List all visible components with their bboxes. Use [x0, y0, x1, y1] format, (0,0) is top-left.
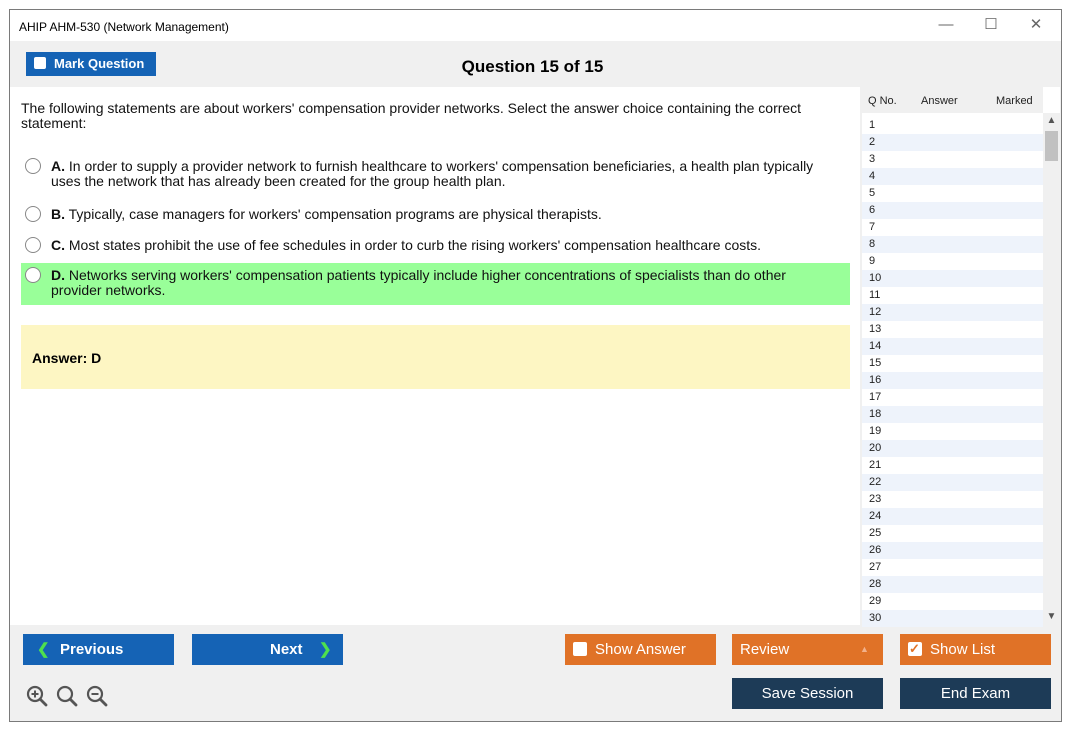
previous-button[interactable]: [23, 634, 174, 665]
close-icon[interactable]: ✕: [1029, 16, 1043, 33]
list-item[interactable]: [862, 304, 1043, 321]
show-answer-label: Show Answer: [595, 641, 686, 658]
list-item-number: 4: [869, 170, 876, 182]
list-item[interactable]: [862, 321, 1043, 338]
list-item[interactable]: [862, 508, 1043, 525]
maximize-icon[interactable]: ☐: [984, 16, 998, 33]
list-item[interactable]: [862, 270, 1043, 287]
chevron-left-icon: ❮: [37, 641, 50, 658]
review-label: Review: [740, 641, 790, 658]
list-item[interactable]: [862, 406, 1043, 423]
option-b-letter: B.: [51, 206, 65, 222]
list-item-number: 27: [869, 561, 882, 573]
option-d-letter: D.: [51, 267, 65, 283]
list-item-number: 30: [869, 612, 882, 624]
option-d-radio[interactable]: [25, 267, 41, 283]
list-item-number: 25: [869, 527, 882, 539]
list-item-number: 22: [869, 476, 882, 488]
show-list-checkbox-icon: [908, 642, 922, 656]
list-item-number: 6: [869, 204, 876, 216]
list-item-number: 7: [869, 221, 876, 233]
list-item-number: 13: [869, 323, 882, 335]
list-item[interactable]: [862, 338, 1043, 355]
list-item-number: 23: [869, 493, 882, 505]
header-answer: Answer: [921, 95, 958, 107]
list-item[interactable]: [862, 440, 1043, 457]
previous-label: Previous: [60, 641, 124, 658]
list-item-number: 29: [869, 595, 882, 607]
title-bar: [10, 10, 1061, 41]
list-item-number: 16: [869, 374, 882, 386]
question-panel: [10, 87, 860, 625]
option-d[interactable]: [21, 263, 850, 305]
list-item[interactable]: [862, 423, 1043, 440]
question-list-header: [862, 87, 1043, 113]
option-a-text: In order to supply a provider network to furnish healthcare to workers' compensation beneficiaries, a health plan typically uses the network that has already been created for the group health plan.: [51, 158, 814, 189]
next-button[interactable]: [192, 634, 343, 665]
answer-text: Answer: D: [32, 350, 102, 366]
list-item-number: 21: [869, 459, 882, 471]
end-exam-button[interactable]: [900, 678, 1051, 709]
list-item[interactable]: [862, 117, 1043, 134]
question-list-scrollbar[interactable]: [1043, 113, 1060, 625]
end-exam-label: End Exam: [940, 685, 1011, 702]
list-item-number: 11: [869, 289, 881, 301]
zoom-reset-icon[interactable]: [56, 685, 78, 707]
question-counter: Question 15 of 15: [461, 57, 604, 76]
list-item-number: 1: [869, 119, 876, 131]
question-list: [862, 87, 1060, 625]
question-stem: The following statements are about workers' compensation provider networks. Select the answer choice containing the correct statement:: [21, 100, 802, 131]
list-item[interactable]: [862, 185, 1043, 202]
show-list-label: Show List: [930, 641, 996, 658]
list-item[interactable]: [862, 525, 1043, 542]
list-item[interactable]: [862, 372, 1043, 389]
list-item[interactable]: [862, 457, 1043, 474]
list-item-number: 19: [869, 425, 882, 437]
review-button[interactable]: [732, 634, 883, 665]
list-item-number: 10: [869, 272, 882, 284]
dropdown-arrow-icon: ▲: [860, 644, 869, 654]
option-a[interactable]: [21, 157, 850, 193]
list-item-number: 15: [869, 357, 882, 369]
show-answer-button[interactable]: [565, 634, 716, 665]
list-item[interactable]: [862, 219, 1043, 236]
list-item-number: 3: [869, 153, 876, 165]
list-item[interactable]: [862, 236, 1043, 253]
list-item[interactable]: [862, 168, 1043, 185]
list-item-number: 18: [869, 408, 882, 420]
list-item[interactable]: [862, 576, 1043, 593]
header-qno: Q No.: [868, 95, 897, 107]
option-d-text: Networks serving workers' compensation patients typically include higher concentrations of specialists than do other provider networks.: [51, 267, 786, 298]
option-c[interactable]: [21, 236, 850, 256]
list-item[interactable]: [862, 253, 1043, 270]
zoom-in-icon[interactable]: [26, 685, 48, 707]
list-item-number: 20: [869, 442, 882, 454]
option-c-radio[interactable]: [25, 237, 41, 253]
list-item[interactable]: [862, 559, 1043, 576]
window-title: AHIP AHM-530 (Network Management): [19, 20, 229, 34]
list-item[interactable]: [862, 355, 1043, 372]
list-item[interactable]: [862, 593, 1043, 610]
app-window: [9, 9, 1062, 722]
header-marked: Marked: [996, 95, 1033, 107]
show-list-button[interactable]: [900, 634, 1051, 665]
option-c-letter: C.: [51, 237, 65, 253]
list-item-number: 9: [869, 255, 876, 267]
list-item[interactable]: [862, 389, 1043, 406]
list-item-number: 26: [869, 544, 882, 556]
list-item[interactable]: [862, 134, 1043, 151]
list-item[interactable]: [862, 202, 1043, 219]
save-session-label: Save Session: [761, 685, 854, 702]
option-a-letter: A.: [51, 158, 65, 174]
list-item[interactable]: [862, 610, 1043, 627]
option-b[interactable]: [21, 205, 850, 225]
scroll-thumb[interactable]: [1045, 131, 1058, 161]
show-answer-checkbox-icon: [573, 642, 587, 656]
list-item-number: 24: [869, 510, 882, 522]
option-c-text: Most states prohibit the use of fee schedules in order to curb the rising workers' compensation healthcare costs.: [68, 237, 762, 253]
mark-question-label: Mark Question: [54, 56, 145, 71]
scroll-down-icon[interactable]: ▼: [1046, 611, 1057, 622]
save-session-button[interactable]: [732, 678, 883, 709]
option-b-text: Typically, case managers for workers' compensation programs are physical therapists.: [68, 206, 602, 222]
zoom-out-icon[interactable]: [86, 685, 108, 707]
list-item-number: 17: [869, 391, 882, 403]
answer-box: [21, 325, 850, 389]
list-item[interactable]: [862, 474, 1043, 491]
list-item[interactable]: [862, 491, 1043, 508]
chevron-right-icon: ❯: [319, 641, 332, 658]
option-b-radio[interactable]: [25, 206, 41, 222]
list-item[interactable]: [862, 542, 1043, 559]
next-label: Next: [270, 641, 303, 658]
list-item-number: 14: [869, 340, 882, 352]
question-toolbar: [10, 41, 1061, 87]
list-item-number: 12: [869, 306, 882, 318]
list-item[interactable]: [862, 151, 1043, 168]
scroll-up-icon[interactable]: ▲: [1046, 115, 1057, 126]
list-item-number: 5: [869, 187, 876, 199]
list-item[interactable]: [862, 287, 1043, 304]
minimize-icon[interactable]: —: [938, 16, 954, 33]
option-a-radio[interactable]: [25, 158, 41, 174]
list-item-number: 2: [869, 136, 876, 148]
list-item-number: 8: [869, 238, 876, 250]
list-item-number: 28: [869, 578, 882, 590]
